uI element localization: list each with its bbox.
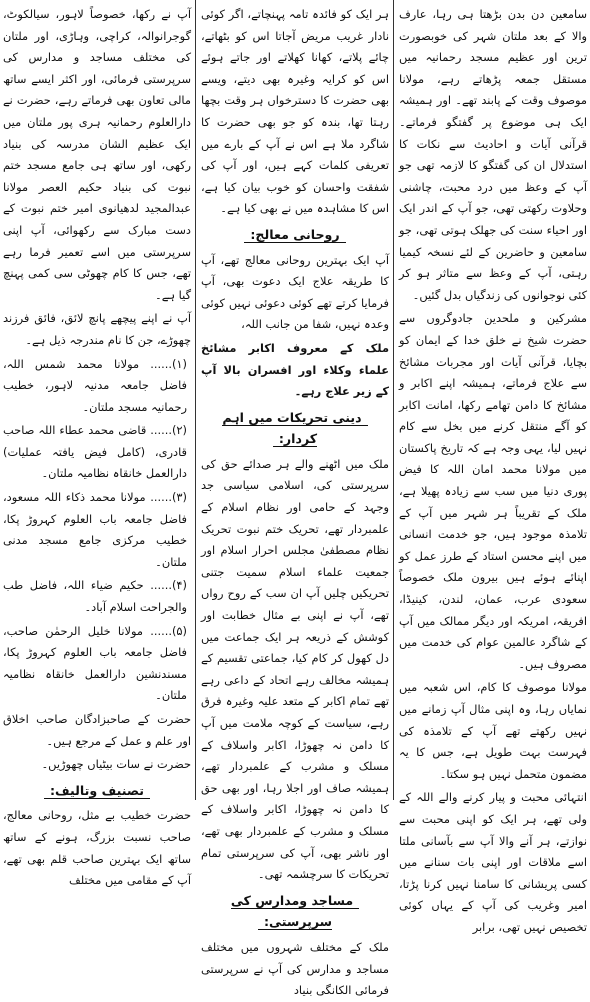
- paragraph: سامعین دن بدن بڑھتا ہی رہا، عارف والا کے بعد ملتان شہر کی خوبصورت ترین اور عظیم مسجد رحمانیہ میں مستقل جمعہ پڑھاتے رہے، مولانا موصوف وقت کے پابند تھے۔ اور ہمیشہ ایک ہی موضوع پر گفتگو فرماتے۔ قرآنی آیات و احادیث سے نکات کا استدلال ان کی گفتگو کا لازمہ تھی جو آپ کے وعظ میں درد محبت، چاشنی وحلاوت رکھتی تھی، جو آپ کے اندر ایک اور احیاء سنت کی جھلک ہوتی تھی، جو سامعین و حاضرین کے لئے نسخہ کیمیا رہتی، آپ کے وعظ سے متاثر ہو کر کئی نوجوانوں کی زندگیاں بدل گئیں۔: [399, 7, 587, 302]
- paragraph: حضرت کے صاحبزادگان صاحب اخلاق اور علم و عمل کے مرجع ہیں۔: [3, 712, 191, 748]
- column-2: [198, 0, 392, 998]
- paragraph: آپ نے اپنے پیچھے پانچ لائق، فائق فرزند چھوڑے، جن کا نام مندرجہ ذیل ہے۔: [3, 311, 191, 347]
- list-item: (۱)...... مولانا محمد شمس اللہ، فاضل جامعہ مدنیہ لاہور، خطیب رحمانیہ مسجد ملتان۔: [3, 356, 187, 414]
- paragraph: مشرکین و ملحدین جادوگروں سے حضرت شیخ نے خلق خدا کے ایمان کو بچایا، قرآنی آیات اور مجربات مشائخ سے علاج فرماتے، ہمیشہ اپنے اکابر و مشائخ کا دامن تھامے رکھا، امانت اکابر کو آگے منتقل کرنے میں بخل سے کام نہیں لیا، یہی وجہ ہے کہ تاریخ پاکستان میں مولانا محمد امان اللہ کا فیض پوری دنیا میں سب سے زیادہ پھیلا ہے، ملک کے تقریباً ہر شہر میں آپ کے تلامذہ موجود ہیں، جو خدمت انسانی میں اپنے محسن استاد کے طرز عمل کو اپنائے ہوئے ہیں بیرون ملک خصوصاً سعودی عرب، عمان، لندن، کینیڈا، افریقہ، امریکہ اور دیگر ممالک میں آپ کے شاگرد عالمین عوام کی خدمت میں مصروف ہیں۔: [399, 311, 587, 671]
- paragraph: ملک کے معروف اکابر مشائخ علماء وکلاء اور افسران بالا آپ کے زیر علاج رہے۔: [201, 340, 389, 399]
- list-item: (۴)...... حکیم ضیاء اللہ، فاضل طب والجراحت اسلام آباد۔: [3, 578, 187, 615]
- paragraph: مولانا موصوف کا کام، اس شعبہ میں نمایاں رہا، وہ اپنی مثال آپ زمانے میں نہیں رکھتے تھے آپ کے تلامذہ کی فہرست بہت طویل ہے، جس کا یہ مضمون متحمل نہیں ہو سکتا۔: [399, 680, 587, 781]
- paragraph: آپ ایک بہترین روحانی معالج تھے، آپ کا طریقہ علاج ایک دعوت بھی، آپ فرمایا کرتے تھے کوئی دعوئی نہیں کوئی وعدہ نہیں، شفا من جانب اللہ،: [201, 252, 389, 332]
- list-item: (۲)...... قاضی محمد عطاء اللہ صاحب قادری، (کامل فیض یافتہ عملیات) دارالعمل خانقاہ نظامیہ ملتان۔: [3, 423, 187, 481]
- paragraph: ملک کے مختلف شہروں میں مختلف مساجد و مدارس کی آپ نے سرپرستی فرمائی الکانگی بنیاد: [201, 939, 389, 998]
- section-heading-text: تصنیف وتالیف:: [44, 783, 150, 799]
- column-3: [0, 0, 194, 888]
- paragraph: انتہائی محبت و پیار کرنے والے اللہ کے ولی تھے، ہر ایک کو اپنی محبت سے نوازتے، ہر آنے والا آپ سے بآسانی ملتا اسے ملاقات اور اپنی بات سنانے میں کسی پریشانی کا سامنا نہیں کرنا پڑتا، امیر وغریب کی آپ کے یہاں کوئی تخصیص نہیں تھی، برابر: [399, 790, 587, 934]
- section-heading: [201, 407, 389, 450]
- column-divider: [393, 0, 394, 800]
- section-heading-text: روحانی معالج:: [244, 227, 345, 243]
- paragraph: آپ نے رکھا، خصوصاً لاہور، سیالکوٹ، گوجرانوالہ، کراچی، وہاڑی، اور ملتان کی مختلف مساجد و مدارس کی سرپرستی فرمائی، اور اکثر ایسے ساتھ مالی تعاون بھی فرماتے رہے، حضرت نے دارالعلوم رحمانیہ ہری پور ملتان میں ایک عظیم الشان مدرسہ کی بنیاد رکھی، اور ساتھ ہی جامع مسجد ختم نبوت کی بنیاد حکیم العصر مولانا عبدالمجید لدھیانوی امیر ختم نبوت کے دست مبارک سے رکھوائی، آپ اپنی سرپرستی میں اسے تعمیر فرما رہے تھے، جس کا کام چھوٹی سی کمی پہنچ گیا ہے۔: [3, 7, 191, 302]
- section-heading: [201, 890, 389, 933]
- list-item: (۳)...... مولانا محمد ذکاء اللہ مسعود، فاضل جامعہ باب العلوم کہروڑ پکا، خطیب مرکزی جامع مسجد مدنی ملتان۔: [3, 490, 187, 569]
- section-heading-text: دینی تحریکات میں اہم کردار:: [222, 410, 367, 448]
- list-item: (۵)...... مولانا خلیل الرحمٰن صاحب، فاضل جامعہ باب العلوم کہروڑ پکا، مسندنشین دارالعمل خانقاہ نظامیہ ملتان۔: [3, 623, 187, 703]
- section-heading: [201, 224, 389, 246]
- paragraph: حضرت خطیب بے مثل، روحانی معالج، صاحب نسبت بزرگ، ہونے کے ساتھ ساتھ ایک بہترین صاحب قلم بھی تھے، آپ کے مقامی میں مختلف: [3, 808, 191, 888]
- section-heading-text: مساجد ومدارس کی سرپرستی:: [231, 893, 359, 931]
- section-heading: [3, 780, 191, 802]
- column-divider: [195, 0, 196, 800]
- column-1: [396, 0, 590, 934]
- paragraph: ملک میں اٹھنے والے ہر صدائے حق کی سرپرستی کی، اسلامی سیاسی جد وجہد کے حامی اور نظام اسلام کے علمبردار تھے، تحریک ختم نبوت تحریک نظام مصطفیٰ مجلس احرار اسلام اور جمعیت علماء اسلام سمیت جتنی تحریکیں چلیں آپ ان سب کے روح رواں تھے، آپ نے اپنی بے مثال خطابت اور کوشش کے ذریعہ ہر ایک جماعت میں دل کھول کر کام کیا، جماعتی تقسیم کے ہمیشہ مخالف رہے اتحاد کے داعی رہے تھے تمام اکابر کے متعد علیہ وغیرہ فرق رہے، سیاست کے کوچہ ملامت میں آپ کا دامن نہ چھوڑا، اکابر واسلاف کے مسلک و مشرب کے علمبردار تھے، ہمیشہ صاف اور اجلا رہا، اور بھی حق کا دامن نہ چھوڑا، اکابر واسلاف کے مسلک و مشرب کے علمبردار بھی تھے، اور ناشر بھی، آپ کی سرپرستی تمام تحریکات کا سرچشمہ تھی۔: [201, 456, 389, 882]
- paragraph: ہر ایک کو فائدہ تامہ پہنچاتے، اگر کوئی نادار غریب مریض آجاتا اس کو بٹھاتے، چائے پلاتے، کھانا کھلاتے اور جاتے ہوئے اس کو کرایہ وغیرہ بھی دیتے، ویسے بھی حضرت کا دسترخواں ہر وقت بچھا رہتا تھا، بندہ کو جو بھی حضرت کا شاگرد ملا ہے اس نے آپ کے بارے میں تعریفی کلمات کہے ہیں، اور آپ کی شفقت واحسان کو خوب بیان کیا ہے، اس کا مشاہدہ میں نے بھی کیا ہے۔: [201, 7, 389, 216]
- paragraph: حضرت نے سات بیٹیاں چھوڑیں۔: [41, 757, 191, 772]
